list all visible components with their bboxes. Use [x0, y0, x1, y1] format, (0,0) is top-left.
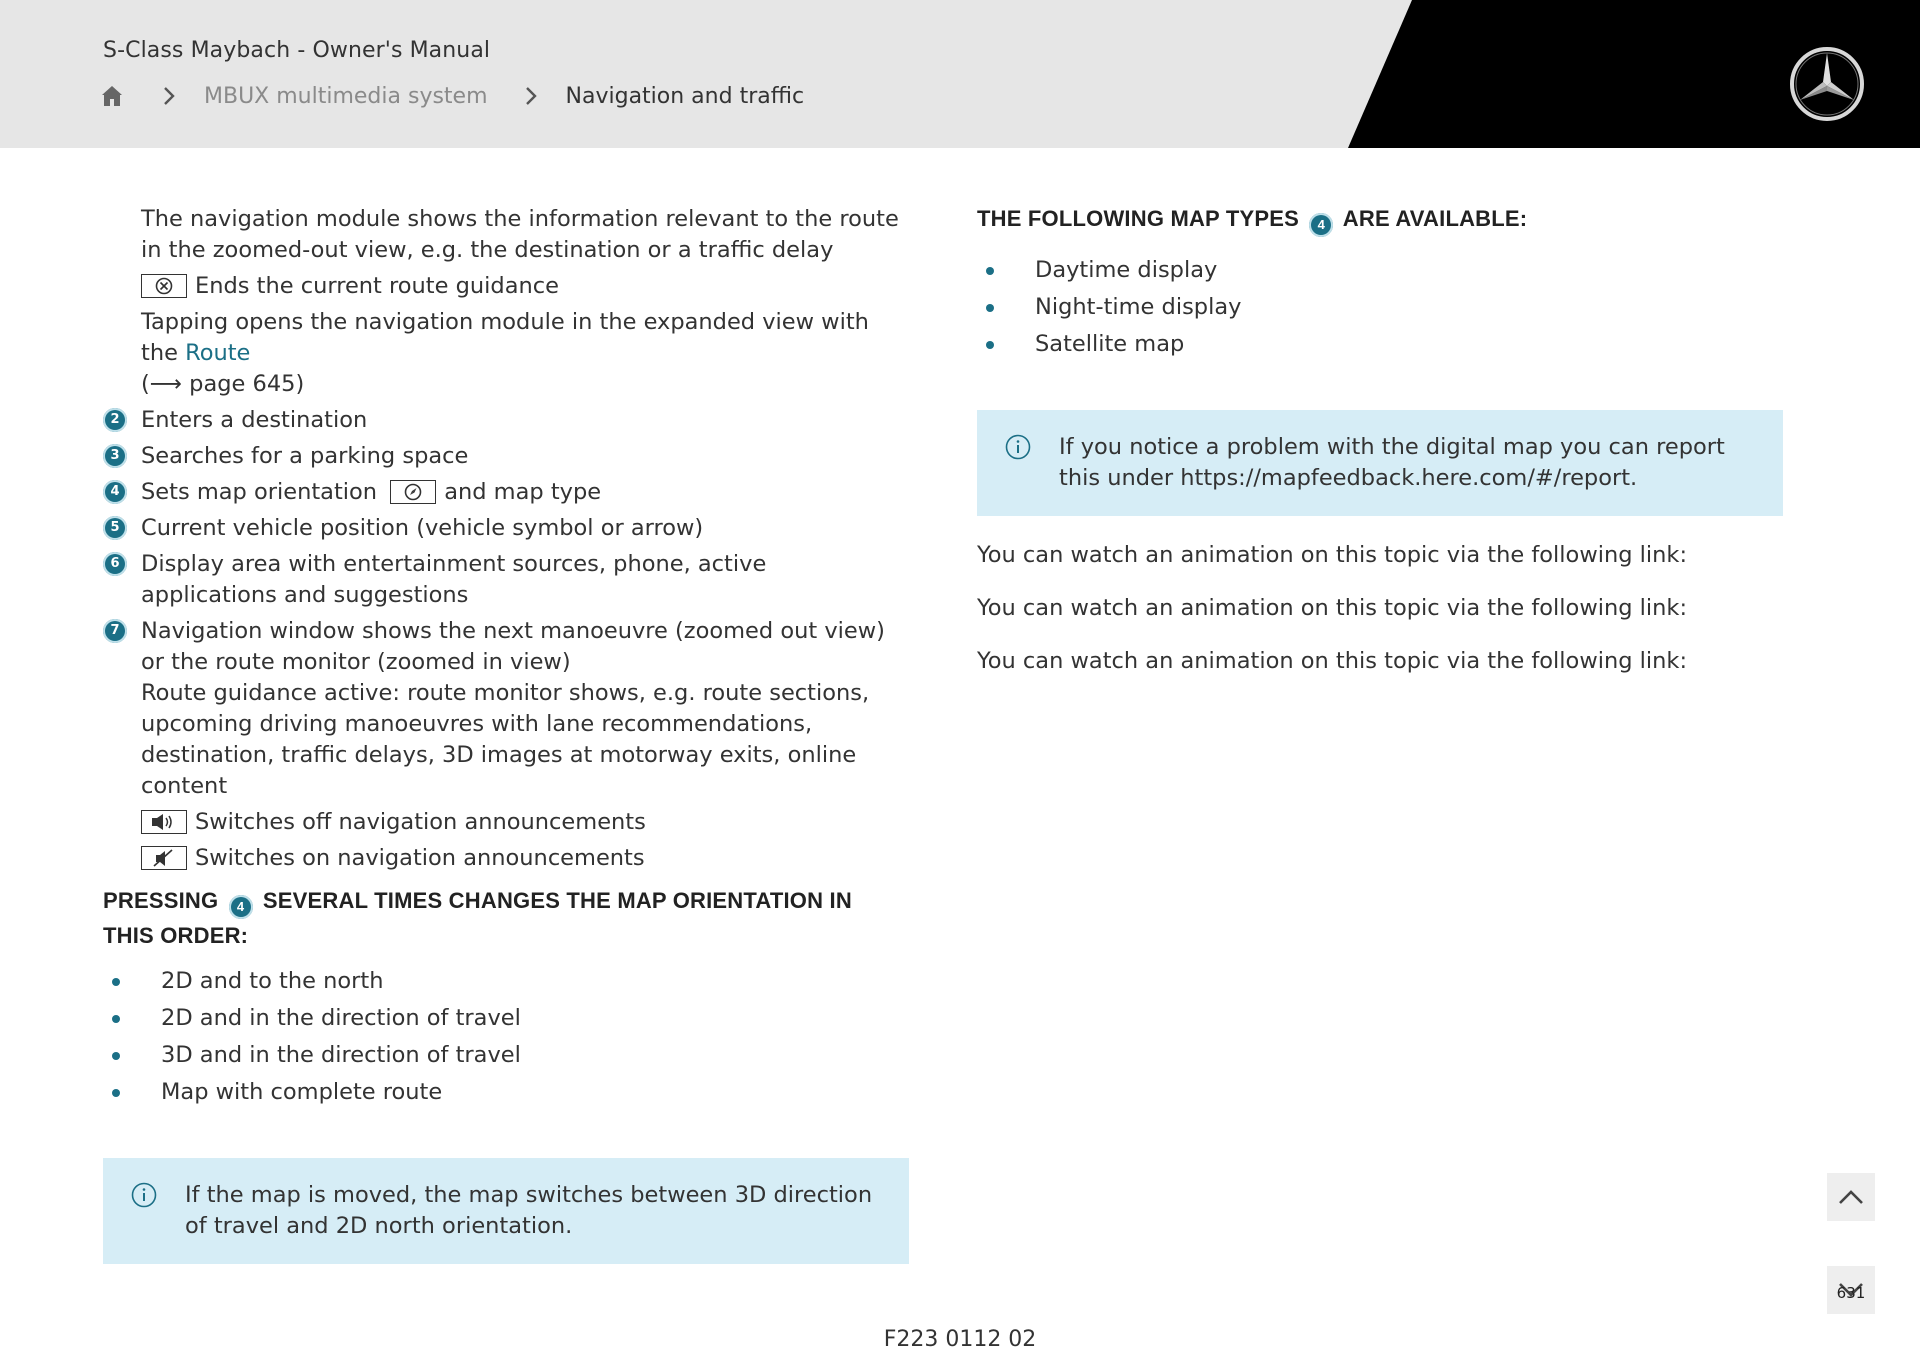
switch-off-text: Switches off navigation announcements [195, 809, 646, 835]
callout-7: 7 [103, 619, 127, 643]
speaker-muted-icon [141, 846, 187, 870]
list-item-text: Searches for a parking space [141, 443, 469, 469]
switch-on-text: Switches on navigation announcements [195, 845, 645, 871]
map-types-list [977, 255, 1783, 360]
breadcrumb [100, 80, 804, 112]
breadcrumb-item-mbux[interactable]: MBUX multimedia system [204, 83, 488, 109]
map-types-heading: THE FOLLOWING MAP TYPES 4 ARE AVAILABLE: [977, 202, 1783, 237]
list-item-text: Current vehicle position (vehicle symbol or arrow) [141, 515, 704, 541]
orientation-list [103, 966, 909, 1108]
callout-6: 6 [103, 552, 127, 576]
compass-icon [390, 480, 436, 504]
orientation-heading: PRESSING 4 SEVERAL TIMES CHANGES THE MAP ORIENTATION IN THIS ORDER: [103, 888, 852, 948]
switch-on-row [103, 843, 909, 874]
home-icon[interactable] [100, 84, 124, 108]
ends-guidance-row [103, 271, 909, 302]
page-reference[interactable]: (⟶ page 645) [141, 371, 305, 397]
list-item-text: Display area with entertainment sources, phone, active applications and suggestions [141, 551, 767, 608]
list-item: Night-time display [977, 292, 1783, 323]
info-note-map-moved [103, 1158, 909, 1264]
list-item: 3D and in the direction of travel [103, 1040, 909, 1071]
list-item-6 [103, 549, 909, 611]
switch-off-row [103, 807, 909, 838]
page-number: 631 [1836, 1284, 1866, 1302]
list-item-4 [103, 477, 909, 508]
info-note-text: If you notice a problem with the digital map you can report this under https://mapfeedback.here.com/#/report. [1059, 434, 1725, 491]
left-column [103, 204, 909, 1264]
watch-link-text[interactable]: You can watch an animation on this topic via the following link: [977, 542, 1688, 568]
info-note-text: If the map is moved, the map switches between 3D direction of travel and 2D north orientation. [185, 1182, 873, 1239]
watch-link-text[interactable]: You can watch an animation on this topic via the following link: [977, 595, 1688, 621]
route-active-text: Route guidance active: route monitor shows, e.g. route sections, upcoming driving manoeuvres with lane recommendations, destination, traffic delays, 3D images at motorway exits, online content [141, 680, 870, 799]
list-item-3 [103, 441, 909, 472]
scroll-up-button[interactable] [1827, 1173, 1875, 1221]
page-header [0, 0, 1920, 148]
info-icon [131, 1182, 157, 1208]
chevron-right-icon [162, 85, 176, 107]
callout-4: 4 [103, 480, 127, 504]
list-item: 2D and in the direction of travel [103, 1003, 909, 1034]
list-item-2 [103, 405, 909, 436]
mercedes-star-logo [1788, 45, 1866, 123]
manual-title: S-Class Maybach - Owner's Manual [103, 38, 491, 63]
tapping-text [103, 307, 909, 400]
route-link[interactable]: Route [185, 340, 251, 366]
footer-code: F223 0112 02 [883, 1327, 1037, 1352]
speaker-icon [141, 810, 187, 834]
list-item-text: Navigation window shows the next manoeuvre (zoomed out view) or the route monitor (zoomed in view) [141, 618, 885, 675]
list-item-7 [103, 616, 909, 678]
list-item: Daytime display [977, 255, 1783, 286]
callout-2: 2 [103, 408, 127, 432]
info-note-report [977, 410, 1783, 516]
intro-text: The navigation module shows the information relevant to the route in the zoomed-out view, e.g. the destination or a traffic delay [141, 206, 899, 263]
tapping-pre: Tapping opens the navigation module in the expanded view with the [141, 309, 869, 366]
right-column [977, 204, 1783, 699]
list-item-5 [103, 513, 909, 544]
callout-3: 3 [103, 444, 127, 468]
list-item-text: and map type [444, 479, 602, 505]
breadcrumb-item-navigation: Navigation and traffic [565, 83, 805, 109]
list-item: Satellite map [977, 329, 1783, 360]
ends-guidance-text: Ends the current route guidance [195, 273, 559, 299]
callout-4: 4 [229, 895, 253, 919]
list-item-text: Sets map orientation [141, 479, 378, 505]
header-black-panel [0, 0, 1920, 148]
list-item-text: Enters a destination [141, 407, 368, 433]
watch-link-text[interactable]: You can watch an animation on this topic via the following link: [977, 648, 1688, 674]
stop-guidance-icon [141, 274, 187, 298]
chevron-up-icon [1827, 1173, 1875, 1221]
callout-4: 4 [1309, 213, 1333, 237]
info-icon [1005, 434, 1031, 460]
chevron-right-icon [524, 85, 538, 107]
callout-5: 5 [103, 516, 127, 540]
list-item: Map with complete route [103, 1077, 909, 1108]
list-item: 2D and to the north [103, 966, 909, 997]
